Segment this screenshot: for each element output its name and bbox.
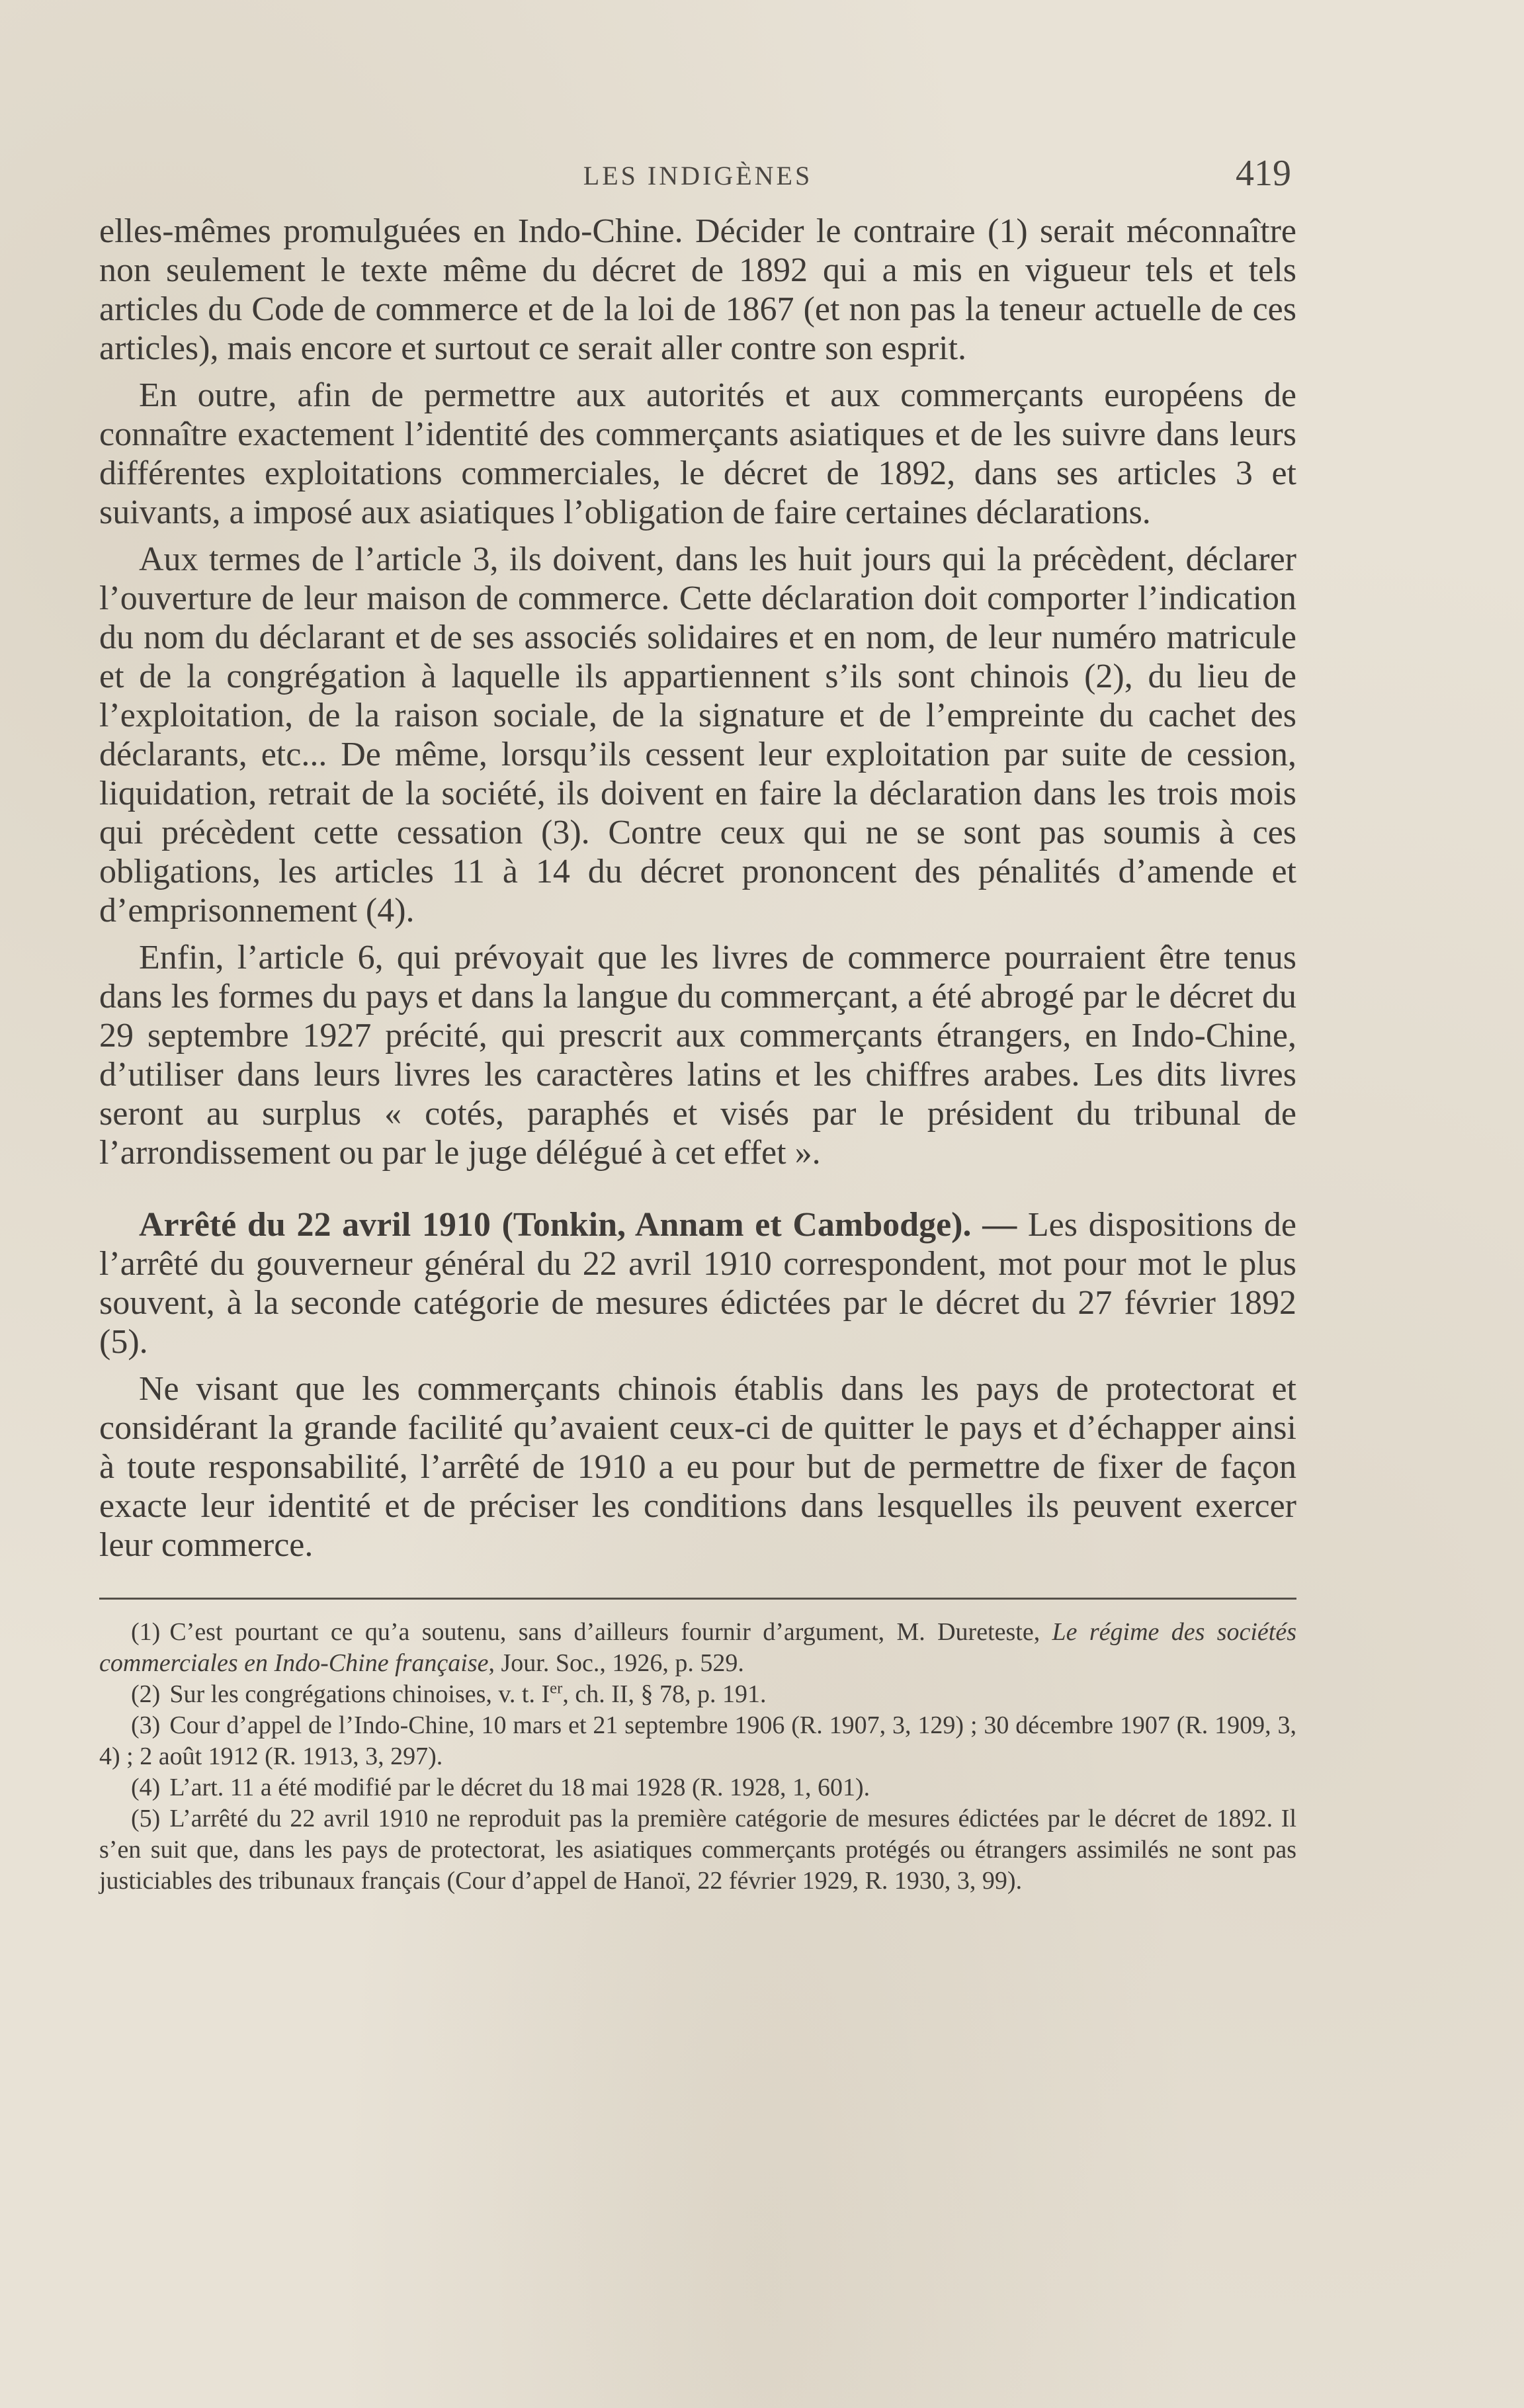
footnote-number: (5) (131, 1805, 161, 1832)
footnote-number: (3) (131, 1711, 161, 1739)
footnote-superscript: er (550, 1679, 563, 1698)
footnote-1 (99, 1617, 1296, 1679)
footnote-title: Le régime des sociétés commerciales en Indo-Chine française (99, 1618, 1296, 1677)
section-gap (99, 1172, 1296, 1205)
section-heading: Arrêté du 22 avril 1910 (Tonkin, Annam et Cambodge). — (139, 1206, 1017, 1244)
footnote-2 (99, 1679, 1296, 1710)
footnote-text: L’art. 11 a été modifié par le décret du 18 mai 1928 (R. 1928, 1, 601). (169, 1774, 870, 1801)
paragraph-1: elles-mêmes promulguées en Indo-Chine. Décider le contraire (1) serait méconnaître non seulement le texte même du décret de 1892 qui a mis en vigueur tels et tels articles du Code de commerce et de la loi de 1867 (et non pas la teneur actuelle de ces articles), mais encore et surtout ce serait aller contre son esprit. (99, 212, 1296, 367)
footnote-number: (2) (131, 1680, 161, 1708)
paragraph-5-text: Les dispositions de l’arrêté du gouverneur général du 22 avril 1910 correspondent, mot pour mot le plus souvent, à la seconde catégorie de mesures édictées par le décret du 27 février 1892 (5). (99, 1206, 1296, 1361)
footnote-text: C’est pourtant ce qu’a soutenu, sans d’ailleurs fournir d’argument, M. Dureteste, (169, 1618, 1052, 1646)
footnote-4 (99, 1772, 1296, 1803)
footnote-5 (99, 1803, 1296, 1897)
footnotes (99, 1617, 1296, 1897)
page-number: 419 (1236, 153, 1291, 194)
paragraph-3: Aux termes de l’article 3, ils doivent, dans les huit jours qui la précèdent, déclarer l’ouverture de leur maison de commerce. Cette déclaration doit comporter l’indication du nom du déclarant et de ses associés solidaires et en nom, de leur numéro matricule et de la congrégation à laquelle ils appartiennent s’ils sont chinois (2), du lieu de l’exploitation, de la raison sociale, de la signature et de l’empreinte du cachet des déclarants, etc... De même, lorsqu’ils cessent leur exploitation par suite de cession, liquidation, retrait de la société, ils doivent en faire la déclaration dans les trois mois qui précèdent cette cessation (3). Contre ceux qui ne se sont pas soumis à ces obligations, les articles 11 à 14 du décret prononcent des pénalités d’amende et d’emprisonnement (4). (99, 540, 1296, 929)
footnote-text: L’arrêté du 22 avril 1910 ne reproduit pas la première catégorie de mesures édictées par le décret de 1892. Il s’en suit que, dans les pays de protectorat, les asiatiques commerçants protégés ou étrangers assimilés ne sont pas justiciables des tribunaux français (Cour d’appel de Hanoï, 22 février 1929, R. 1930, 3, 99). (99, 1805, 1296, 1895)
footnote-3 (99, 1710, 1296, 1772)
footnote-text: Cour d’appel de l’Indo-Chine, 10 mars et 21 septembre 1906 (R. 1907, 3, 129) ; 30 décembre 1907 (R. 1909, 3, 4) ; 2 août 1912 (R. 1913, 3, 297). (99, 1711, 1296, 1770)
running-head (99, 152, 1296, 212)
body-text (99, 212, 1296, 1565)
paragraph-5 (99, 1205, 1296, 1361)
paragraph-4: Enfin, l’article 6, qui prévoyait que les livres de commerce pourraient être tenus dans les formes du pays et dans la langue du commerçant, a été abrogé par le décret du 29 septembre 1927 précité, qui prescrit aux commerçants étrangers, en Indo-Chine, d’utiliser dans leurs livres les caractères latins et les chiffres arabes. Les dits livres seront au surplus « cotés, paraphés et visés par le président du tribunal de l’arrondissement ou par le juge délégué à cet effet ». (99, 939, 1296, 1172)
footnote-number: (1) (131, 1618, 161, 1646)
footnote-text: Sur les congrégations chinoises, v. t. I (169, 1680, 550, 1708)
footnote-rule (99, 1598, 1296, 1600)
footnote-number: (4) (131, 1774, 161, 1801)
paragraph-2: En outre, afin de permettre aux autorités et aux commerçants européens de connaître exactement l’identité des commerçants asiatiques et de les suivre dans leurs différentes exploitations commerciales, le décret de 1892, dans ses articles 3 et suivants, a imposé aux asiatiques l’obligation de faire certaines déclarations. (99, 376, 1296, 531)
footnote-text: , Jour. Soc., 1926, p. 529. (488, 1649, 744, 1677)
footnote-text: , ch. II, § 78, p. 191. (562, 1680, 767, 1708)
page-content (99, 152, 1296, 1897)
running-title: LES INDIGÈNES (583, 161, 813, 191)
paragraph-6: Ne visant que les commerçants chinois établis dans les pays de protectorat et considérant la grande facilité qu’avaient ceux-ci de quitter le pays et d’échapper ainsi à toute responsabilité, l’arrêté de 1910 a eu pour but de permettre de fixer de façon exacte leur identité et de préciser les conditions dans lesquelles ils peuvent exercer leur commerce. (99, 1370, 1296, 1564)
